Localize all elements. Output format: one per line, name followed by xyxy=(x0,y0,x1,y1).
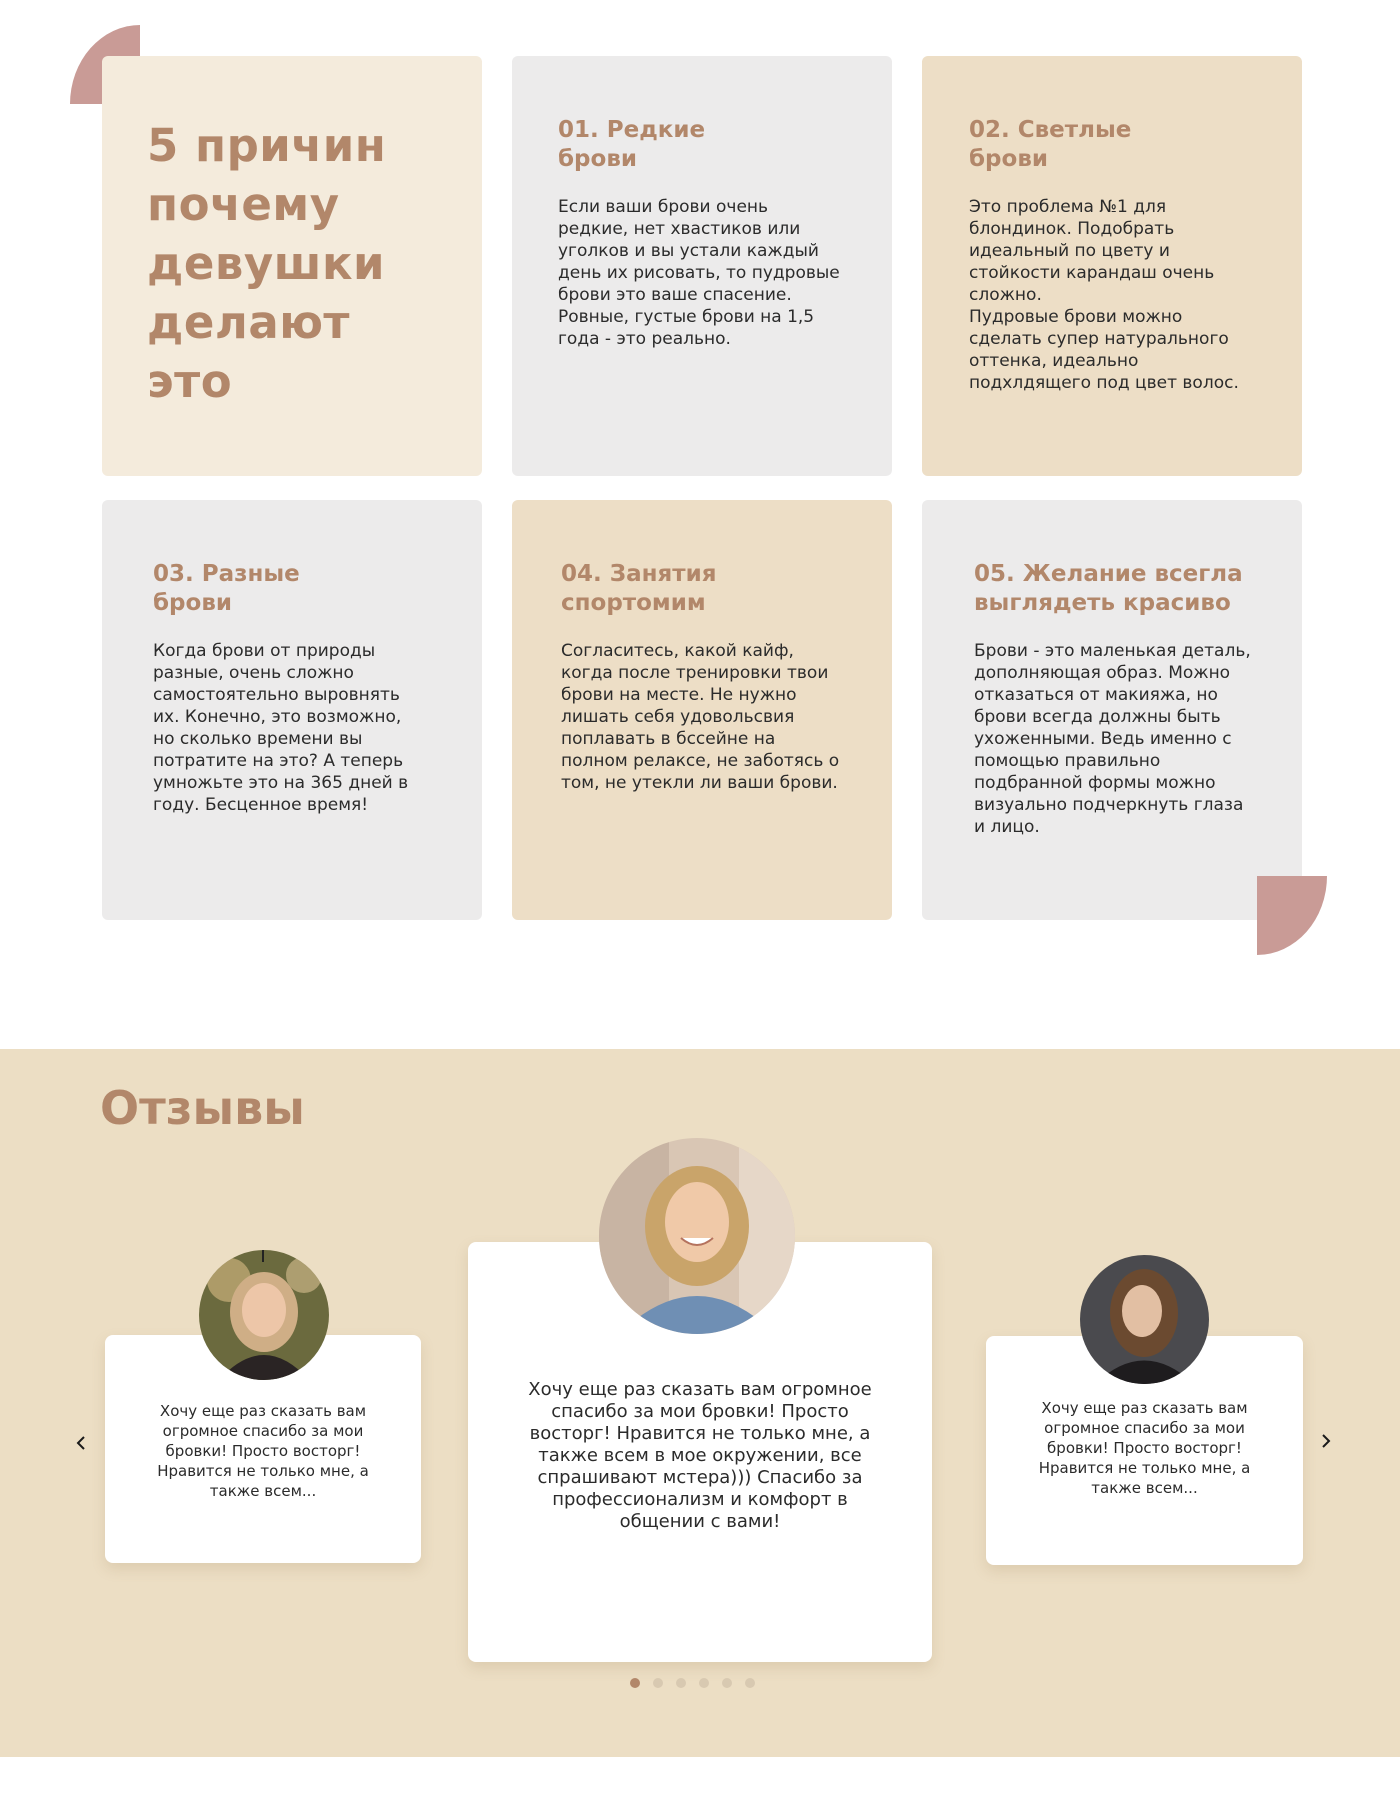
carousel-dot-2[interactable] xyxy=(653,1678,663,1688)
reason-text-2: Это проблема №1 для блондинок. Подобрать идеальный по цвету и стойкости карандаш очень сложно. Пудровые брови можно сделать супер натурального оттенка, идеально подхлдящего под цвет волос. xyxy=(969,197,1239,393)
reason-card-2 xyxy=(922,56,1302,476)
reason-heading-4: 04. Занятия спортомим xyxy=(561,561,717,616)
carousel-dot-3[interactable] xyxy=(676,1678,686,1688)
carousel-pagination xyxy=(630,1678,755,1688)
reason-card-1 xyxy=(512,56,892,476)
reviewer-avatar-left xyxy=(199,1250,329,1380)
carousel-next-button[interactable] xyxy=(1314,1426,1338,1456)
reason-heading-1: 01. Редкие брови xyxy=(558,117,706,172)
reason-text-5: Брови - это маленькая деталь, дополняющая образ. Можно отказаться от макияжа, но брови всегда должны быть ухоженными. Ведь именно с помощью правильно подбранной формы можно визуально подчеркнуть глаза и лицо. xyxy=(974,641,1251,837)
carousel-dot-1[interactable] xyxy=(630,1678,640,1688)
reviews-section xyxy=(0,1049,1400,1757)
reason-card-3 xyxy=(102,500,482,920)
chevron-left-icon xyxy=(74,1432,88,1454)
reasons-title: 5 причин почему девушки делают это xyxy=(147,119,387,408)
reason-card-4 xyxy=(512,500,892,920)
carousel-dot-5[interactable] xyxy=(722,1678,732,1688)
reviews-title: Отзывы xyxy=(100,1081,305,1135)
reason-text-4: Согласитесь, какой кайф, когда после тренировки твои брови на месте. Не нужно лишать себя удовольсвия поплавать в бссейне на полном релаксе, не заботясь о том, не утекли ли ваши брови. xyxy=(561,641,840,793)
chevron-right-icon xyxy=(1319,1430,1333,1452)
review-text-left: Хочу еще раз сказать вам огромное спасибо за мои бровки! Просто восторг! Нравится не только мне, а также всем... xyxy=(157,1402,369,1500)
reason-heading-3: 03. Разные брови xyxy=(153,561,300,616)
reviewer-avatar-center xyxy=(599,1138,795,1334)
reasons-title-card xyxy=(102,56,482,476)
carousel-dot-6[interactable] xyxy=(745,1678,755,1688)
carousel-dot-4[interactable] xyxy=(699,1678,709,1688)
review-text-right: Хочу еще раз сказать вам огромное спасибо за мои бровки! Просто восторг! Нравится не только мне, а также всем... xyxy=(1038,1399,1251,1497)
carousel-prev-button[interactable] xyxy=(69,1428,93,1458)
decorative-quarter-circle-bottom-right xyxy=(1257,876,1327,955)
review-text-center: Хочу еще раз сказать вам огромное спасибо за мои бровки! Просто восторг! Нравится не только мне, а также всем в мое окружении, все спрашивают мстера))) Спасибо за профессионализм и комфорт в общении с вами! xyxy=(528,1379,872,1532)
reason-text-1: Если ваши брови очень редкие, нет хвастиков или уголков и вы устали каждый день их рисовать, то пудровые брови это ваше спасение. Ровные, густые брови на 1,5 года - это реально. xyxy=(558,197,840,349)
reason-heading-5: 05. Желание всегла выглядеть красиво xyxy=(974,561,1243,616)
reason-text-3: Когда брови от природы разные, очень сложно самостоятельно выровнять их. Конечно, это возможно, но сколько времени вы потратите на это? А теперь умножьте это на 365 дней в году. Бесценное время! xyxy=(153,641,409,815)
reason-card-5 xyxy=(922,500,1302,920)
reviewer-avatar-right xyxy=(1080,1255,1209,1384)
reason-heading-2: 02. Светлые брови xyxy=(969,117,1132,172)
